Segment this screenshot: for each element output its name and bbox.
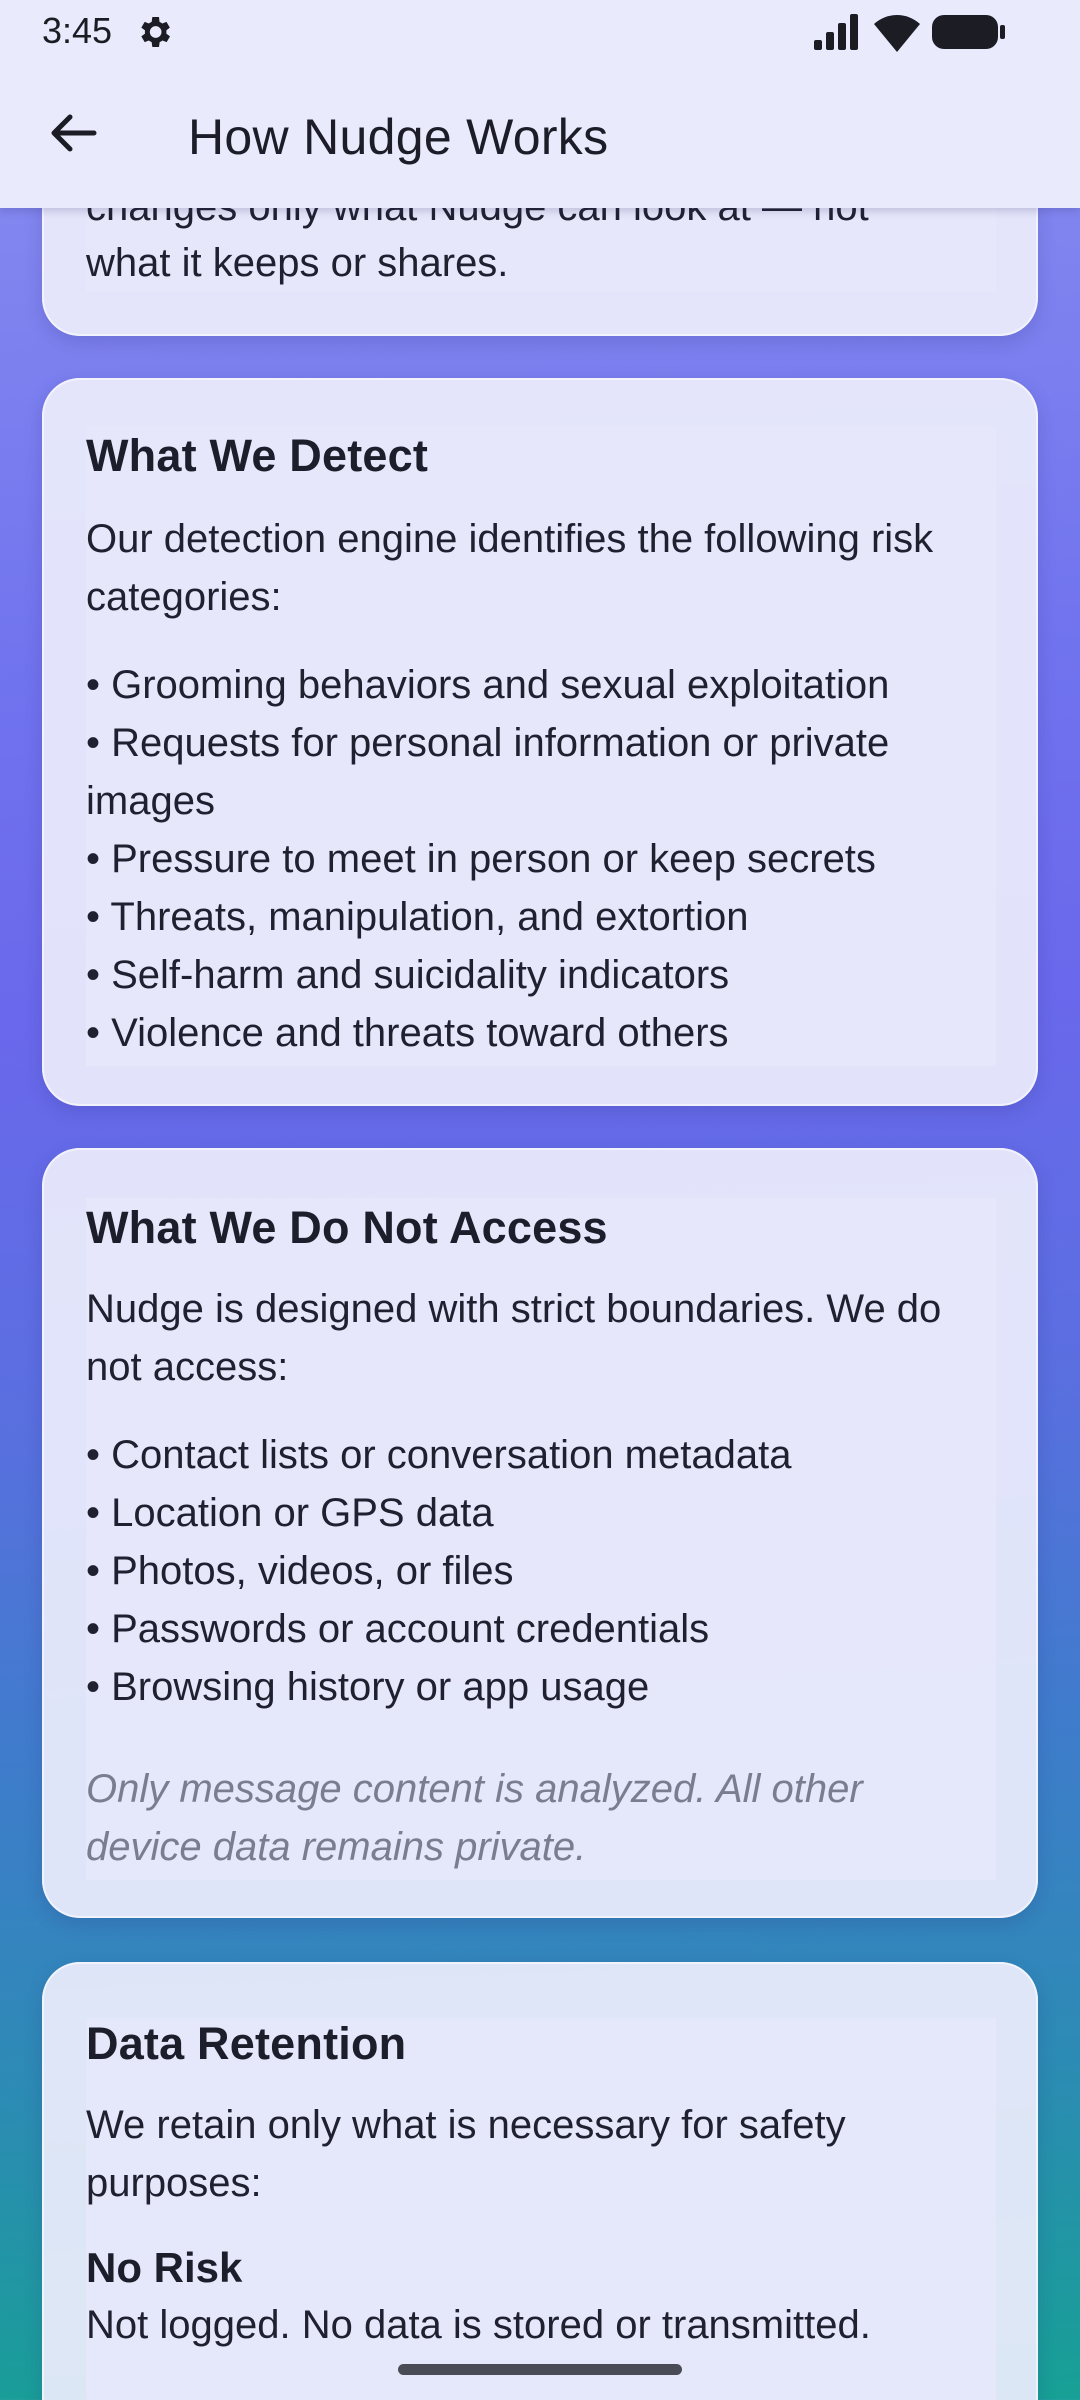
access-card-note: Only message content is analyzed. All other device data remains private. (86, 1767, 863, 1869)
retention-card-title: Data Retention (86, 2018, 407, 2069)
list-item: • Violence and threats toward others (86, 1011, 729, 1055)
list-item: • Pressure to meet in person or keep secrets (86, 837, 876, 881)
detect-card-intro: Our detection engine identifies the following risk categories: (86, 517, 934, 619)
back-button[interactable] (40, 100, 106, 166)
retention-card (42, 1962, 1038, 2400)
arrow-left-icon (48, 111, 98, 155)
list-item: • Browsing history or app usage (86, 1665, 650, 1709)
access-card-title: What We Do Not Access (86, 1202, 608, 1253)
list-item: • Requests for personal information or private images (86, 721, 890, 823)
list-item: • Photos, videos, or files (86, 1549, 514, 1593)
list-item: • Threats, manipulation, and extortion (86, 895, 749, 939)
list-item: • Location or GPS data (86, 1491, 494, 1535)
battery-icon (932, 14, 1006, 50)
detect-card-list (86, 656, 1006, 1062)
app-bar (0, 0, 1080, 208)
list-item: • Grooming behaviors and sexual exploitation (86, 663, 890, 707)
wifi-icon (872, 12, 922, 52)
detect-card (42, 378, 1038, 1106)
intro-text-line2: what it keeps or shares. (86, 241, 509, 285)
list-item: • Self-harm and suicidality indicators (86, 953, 730, 997)
access-card-intro: Nudge is designed with strict boundaries. We do not access: (86, 1287, 942, 1389)
home-indicator[interactable] (398, 2364, 682, 2375)
signal-icon (812, 14, 860, 50)
detect-card-title: What We Detect (86, 430, 429, 481)
list-item: • Contact lists or conversation metadata (86, 1433, 792, 1477)
page-title: How Nudge Works (188, 109, 609, 165)
retention-level-title: No Risk (86, 2244, 243, 2291)
access-card-list (86, 1426, 1006, 1716)
retention-level-text: Not logged. No data is stored or transmitted. (86, 2303, 871, 2347)
gear-icon (134, 12, 174, 52)
status-time: 3:45 (42, 10, 113, 51)
list-item: • Passwords or account credentials (86, 1607, 710, 1651)
access-card (42, 1148, 1038, 1918)
retention-card-intro: We retain only what is necessary for safety purposes: (86, 2103, 846, 2205)
